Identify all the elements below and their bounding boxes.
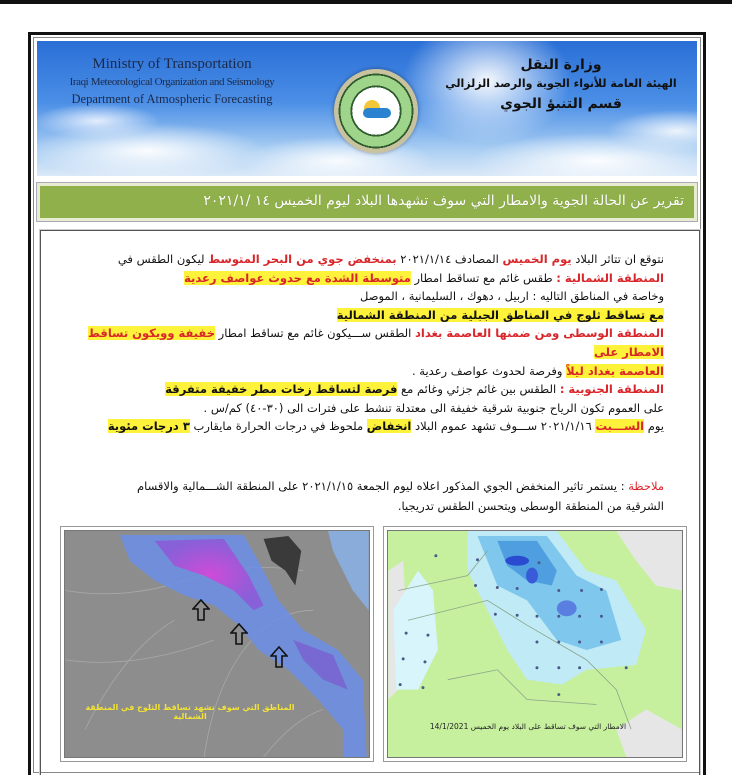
- central-region-2: [52, 362, 664, 381]
- radar-map-caption: المناطق التي سوف تشهد تساقط الثلوج في المنطقة الشمالية: [85, 703, 295, 721]
- intro-low-pressure: بمنخفض جوي من البحر المتوسط: [208, 252, 397, 266]
- text: الطقس بين غائم جزئي وغائم مع: [397, 382, 560, 397]
- winds-line: على العموم تكون الرياح جنوبية شرقية خفيفة الى معتدلة تنشط على فترات الى (٣٠-٤٠) كم/س .: [203, 400, 664, 415]
- central-region: [52, 324, 664, 361]
- rainfall-forecast-map: [387, 530, 683, 758]
- north-snow-line: [52, 306, 664, 325]
- up-arrow-icon: [192, 599, 210, 621]
- up-arrow-icon: [230, 623, 248, 645]
- report-intro: [52, 250, 664, 269]
- north-snow: مع تساقط ثلوج في المناطق الجبلية من المنطقة الشمالية: [336, 307, 664, 322]
- ministry-name-ar: وزارة النقل: [520, 57, 602, 73]
- central-highlight: خفيفة وويكون تساقط الامطار على: [87, 326, 664, 359]
- rain-heavy: [557, 600, 577, 616]
- sea-region: [616, 531, 681, 590]
- top-border: [0, 0, 732, 4]
- north-areas: وخاصة في المناطق التاليه : اربيل ، دهوك ، السليمانية ، الموصل: [360, 289, 664, 304]
- rainfall-map-caption: الامطار التي سوف تساقط على البلاد يوم الخميس 14/1/2021: [429, 722, 627, 731]
- up-arrow-icon: [270, 646, 288, 668]
- department-name-ar: قسم التنبؤ الجوي: [500, 96, 622, 112]
- note-label: ملاحظة: [628, 479, 664, 493]
- temp-drop-value: ٣ درجات مئوية: [107, 419, 190, 434]
- central-highlight-2: العاصمة بغداد ليلاً: [566, 363, 664, 378]
- meteorology-seal-icon: [334, 69, 418, 153]
- ministry-name-en: Ministry of Transportation: [92, 56, 252, 72]
- text: المصادف ٢٠٢١/١/١٤: [396, 252, 503, 266]
- note-line-2: الشرقية من المنطقة الوسطى ويتحسن الطقس تدريجيا.: [397, 499, 664, 513]
- intro-day: يوم الخميس: [502, 252, 572, 266]
- note-text: : يستمر تاثير المنخفض الجوي المذكور اعلاه ليوم الجمعة ٢٠٢١/١/١٥ على المنطقة الشـــمالية والاقسام: [137, 479, 629, 493]
- text: ٢٠٢١/١/١٦ ســـوف تشهد عموم البلاد: [411, 419, 596, 434]
- temp-drop-highlight: انخفاض: [366, 419, 412, 434]
- note-line-1: [52, 476, 664, 496]
- organization-name-ar: الهيئة العامة للأنواء الجوية والرصد الزلزالي: [445, 77, 677, 90]
- text: وفرصة لحدوث عواصف رعدية .: [411, 363, 567, 378]
- text: ملحوظ في درجات الحرارة مايقارب: [189, 419, 367, 434]
- text: يوم: [644, 419, 664, 434]
- south-highlight: فرصة لتساقط زخات مطر خفيفة متفرقة: [165, 382, 398, 397]
- south-region: [52, 380, 664, 399]
- arabic-titles: [441, 55, 681, 115]
- central-label: المنطقة الوسطى ومن ضمنها العاصمة بغداد: [415, 326, 664, 341]
- note-section: [52, 476, 664, 516]
- saturday-day: الســـبت: [595, 419, 645, 434]
- text: الطقس ســـيكون غائم مع تساقط امطار: [215, 326, 416, 341]
- report-body: [52, 250, 664, 436]
- radar-precip-light: [328, 531, 369, 610]
- organization-name-en: Iraqi Meteorological Organization and Seismology: [69, 76, 275, 88]
- rain-max: [505, 556, 529, 566]
- north-highlight: متوسطة الشدة مع حدوث عواصف رعدية: [184, 270, 411, 285]
- south-label: المنطقة الجنوبية :: [559, 382, 664, 397]
- text: طقس غائم مع تساقط امطار: [410, 270, 557, 285]
- radar-map-graphic: [65, 531, 369, 757]
- report-title: تقرير عن الحالة الجوية والامطار التي سوف تشهدها البلاد ليوم الخميس ١٤ /٢٠٢١/١: [37, 183, 697, 221]
- text: نتوقع ان تتاثر البلاد: [571, 252, 664, 266]
- cloud-icon: [363, 108, 391, 118]
- rain-max: [526, 568, 538, 584]
- north-label: المنطقة الشمالية :: [556, 270, 664, 285]
- saturday-line: [52, 417, 664, 436]
- radar-snow-map: [64, 530, 370, 758]
- header-banner: [37, 41, 697, 176]
- north-region: [52, 269, 664, 288]
- dark-region: [264, 536, 302, 586]
- text: ليكون الطقس في: [117, 252, 209, 266]
- department-name-en: Department of Atmospheric Forecasting: [71, 92, 273, 106]
- english-titles: [47, 55, 297, 108]
